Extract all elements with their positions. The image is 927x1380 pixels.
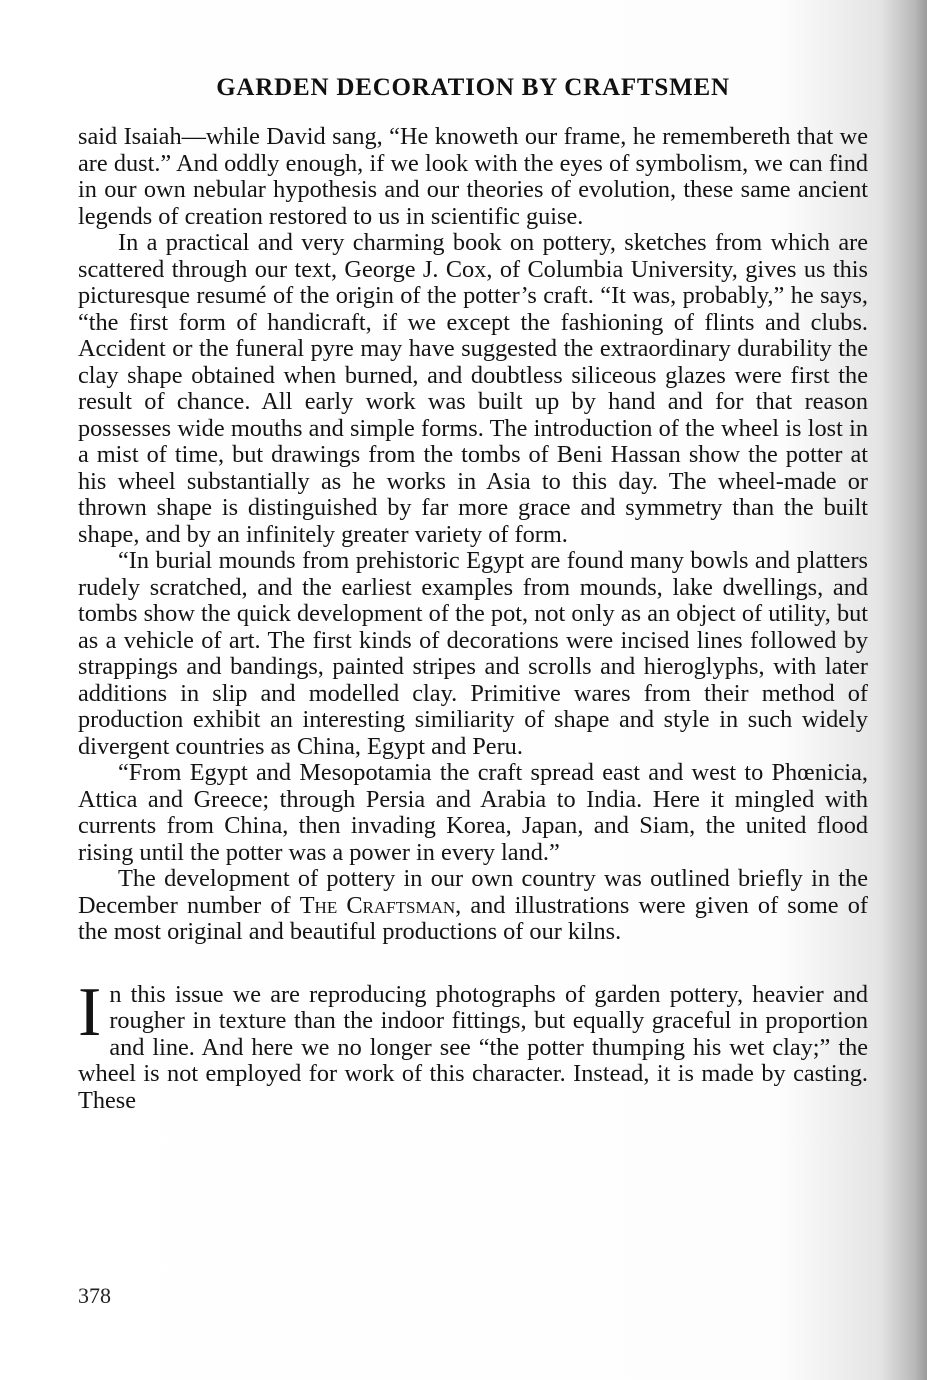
page-number: 378 — [78, 1283, 111, 1308]
section-break — [78, 946, 868, 982]
paragraph-5-text-a: The development of pottery in our own country was outlined briefly in the December number of — [78, 865, 868, 919]
paragraph-5-text-b: , and illustrations were given of some of the most original and beautiful productions of our kilns. — [78, 891, 868, 945]
magazine-title: The Craftsman — [299, 891, 456, 919]
article-body — [78, 124, 868, 1114]
paragraph-2: In a practical and very charming book on pottery, sketches from which are scattered through our text, George J. Cox, of Columbia University, gives us this picturesque resumé of the origin of the potter’s craft. “It was, probably,” he says, “the first form of handicraft, if we except the fashioning of flints and clubs. Accident or the funeral pyre may have suggested the extraordinary durability the clay shape obtained when burned, and doubtless siliceous glazes were first the result of chance. All early work was built up by hand and for that reason possesses wide mouths and simple forms. The introduction of the wheel is lost in a mist of time, but drawings from the tombs of Beni Hassan show the potter at his wheel substantially as he works in Asia to this day. The wheel-made or thrown shape is distinguished by far more grace and symmetry than the built shape, and by an infinitely greater variety of form. — [78, 229, 868, 548]
paragraph-3: “In burial mounds from prehistoric Egypt are found many bowls and platters rudely scratched, and the earliest examples from mounds, lake dwellings, and tombs show the quick development of the pot, not only as an object of utility, but as a vehicle of art. The first kinds of decorations were incised lines followed by strappings and bandings, painted stripes and scrolls and hieroglyphs, with later additions in slip and modelled clay. Primitive wares from their method of production exhibit an interesting similiarity of shape and style in such widely divergent countries as China, Egypt and Peru. — [78, 547, 868, 760]
paragraph-5 — [78, 866, 868, 946]
running-head-title: GARDEN DECORATION BY CRAFTSMEN — [216, 74, 730, 101]
paragraph-6-dropcap: In this issue we are reproducing photographs of garden pottery, heavier and rougher in texture than the indoor fittings, but equally graceful in proportion and line. And here we no longer see “the potter thumping his wet clay;” the wheel is not employed for work of this character. Instead, it is made by casting. These — [78, 973, 868, 1114]
paragraph-1: said Isaiah—while David sang, “He knoweth our frame, he remembereth that we are dust.” And oddly enough, if we look with the eyes of symbolism, we can find in our own nebular hypothesis and our theories of evolution, these same ancient legends of creation restored to us in scientific guise. — [78, 123, 868, 230]
paragraph-4: “From Egypt and Mesopotamia the craft spread east and west to Phœnicia, Attica and Greece; through Persia and Arabia to India. Here it mingled with currents from China, then invading Korea, Japan, and Siam, the united flood rising until the potter was a power in every land.” — [78, 759, 868, 866]
